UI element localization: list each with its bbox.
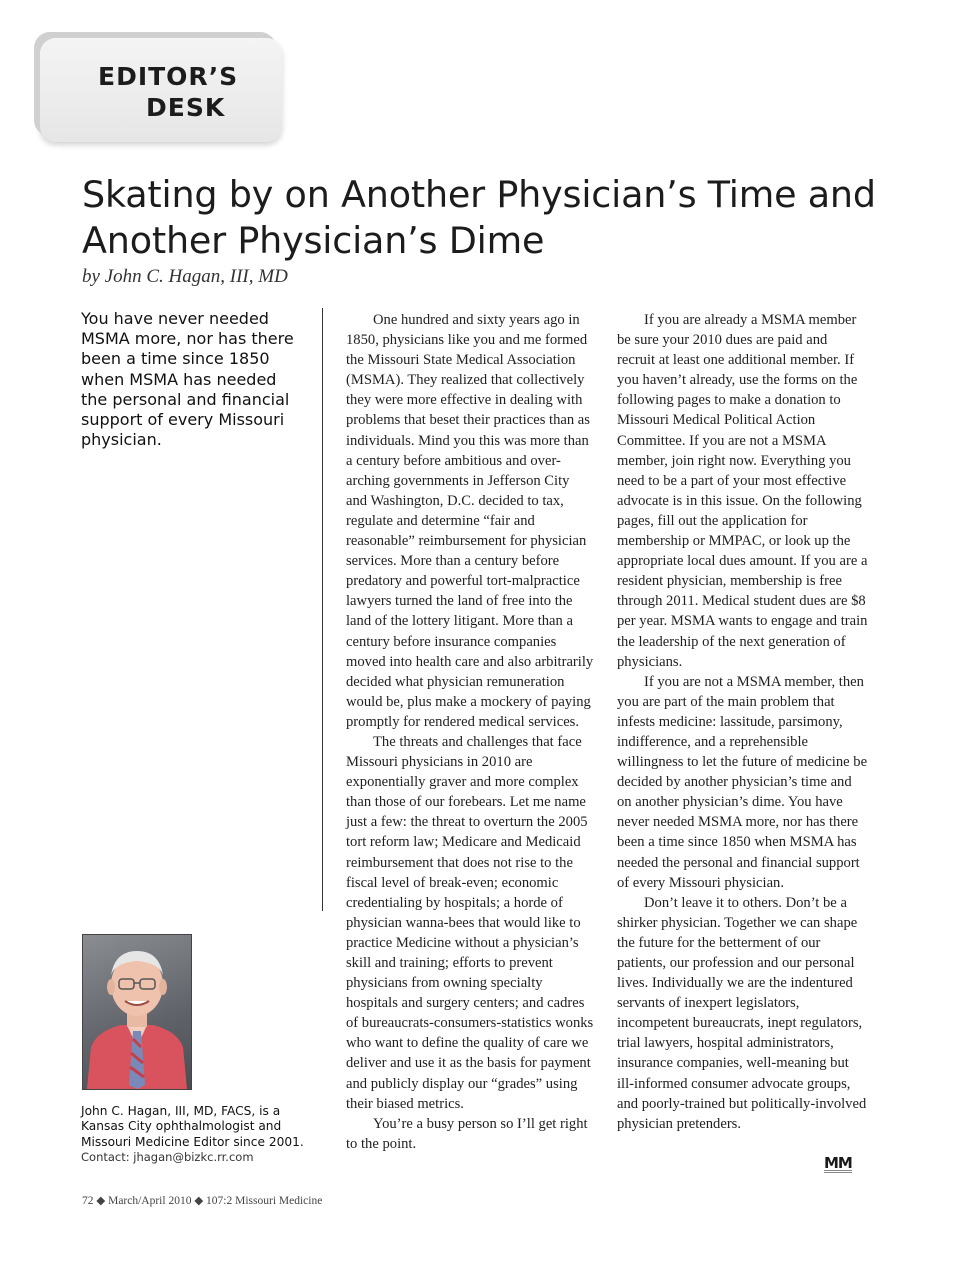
article-column-3 (617, 310, 869, 1134)
byline: by John C. Hagan, III, MD (82, 266, 288, 287)
paragraph: The threats and challenges that face Missouri physicians in 2010 are exponentially graver and more complex than those of our forebears. Let me name just a few: the threat to overturn the 2005 tort reform law; Medicare and Medicaid reimbursement that does not rise to the fiscal level of break-even; economic credentialing by hospitals; a horde of physician wanna-bees that would like to practice Medicine without a physician’s skill and training; efforts to prevent physicians from owning specialty hospitals and surgery centers; and cadres of bureaucrats-consumers-statistics wonks who want to define the quality of care we deliver and use it as the basis for payment and publicly display our “grades” using their biased metrics. (346, 733, 594, 1112)
pull-quote: You have never needed MSMA more, nor has there been a time since 1850 when MSMA has needed the personal and financial support of every Missouri physician. (81, 309, 294, 450)
article-title: Skating by on Another Physician’s Time and Another Physician’s Dime (82, 173, 876, 262)
page-footer: 72 ◆ March/April 2010 ◆ 107:2 Missouri Medicine (82, 1195, 323, 1207)
author-bio: John C. Hagan, III, MD, FACS, is a Kansas City ophthalmologist and Missouri Medicine Editor since 2001. (81, 1104, 304, 1149)
paragraph: One hundred and sixty years ago in 1850, physicians like you and me formed the Missouri State Medical Association (MSMA). They realized that collectively they were more effective in dealing with problems that beset their practices than as individuals. Mind you this was more than a century before ambitious and over-arching governments in Jefferson City and Washington, D.C. decided to tax, regulate and determine “fair and reasonable” reimbursement for physician services. More than a century before predatory and powerful tort-malpractice lawyers turned the land of free into the land of the lottery litigant. More than a century before insurance companies moved into health care and also arbitrarily decided what physician remuneration would be, plus make a mockery of paying promptly for rendered medical services. (346, 312, 594, 730)
author-portrait-illustration (83, 935, 191, 1089)
column-divider (322, 308, 323, 911)
author-photo (82, 934, 192, 1090)
article-column-2 (346, 310, 594, 1154)
paragraph: If you are not a MSMA member, then you are part of the main problem that infests medicine: lassitude, parsimony, indifference, and a reprehensible willingness to let the future of medicine be decided by another physician’s time and on another physician’s dime. You have never needed MSMA more, nor has there been a time since 1850 when MSMA has needed the personal and financial support of every Missouri physician. (617, 673, 868, 891)
section-tab-line2: DESK (146, 93, 226, 122)
paragraph: Don’t leave it to others. Don’t be a shirker physician. Together we can shape the future for the betterment of our patients, our profession and our personal lives. Individually we are the indentured servants of inexpert legislators, incompetent bureaucrats, inept regulators, trial lawyers, hospital administrators, insurance companies, well-meaning but ill-informed consumer advocate groups, and poorly-trained but politically-involved physician pretenders. (617, 894, 867, 1132)
section-tab-line1: EDITOR’S (98, 62, 239, 91)
paragraph: You’re a busy person so I’ll get right to the point. (346, 1115, 588, 1152)
paragraph: If you are already a MSMA member be sure your 2010 dues are paid and recruit at least one additional member. If you haven’t already, use the forms on the following pages to make a donation to Missouri Medical Political Action Committee. If you are not a MSMA member, join right now. Everything you need to be a part of your most effective advocate is in this issue. On the following pages, fill out the application for membership or MMPAC, or look up the appropriate local dues amount. If you are a resident physician, membership is free through 2011. Medical student dues are $8 per year. MSMA wants to engage and train the leadership of the next generation of physicians. (617, 312, 868, 670)
section-tab (40, 38, 282, 142)
author-caption (81, 1104, 321, 1166)
author-contact: Contact: jhagan@bizkc.rr.com (81, 1150, 254, 1165)
end-mark-logo: MM (824, 1154, 852, 1172)
